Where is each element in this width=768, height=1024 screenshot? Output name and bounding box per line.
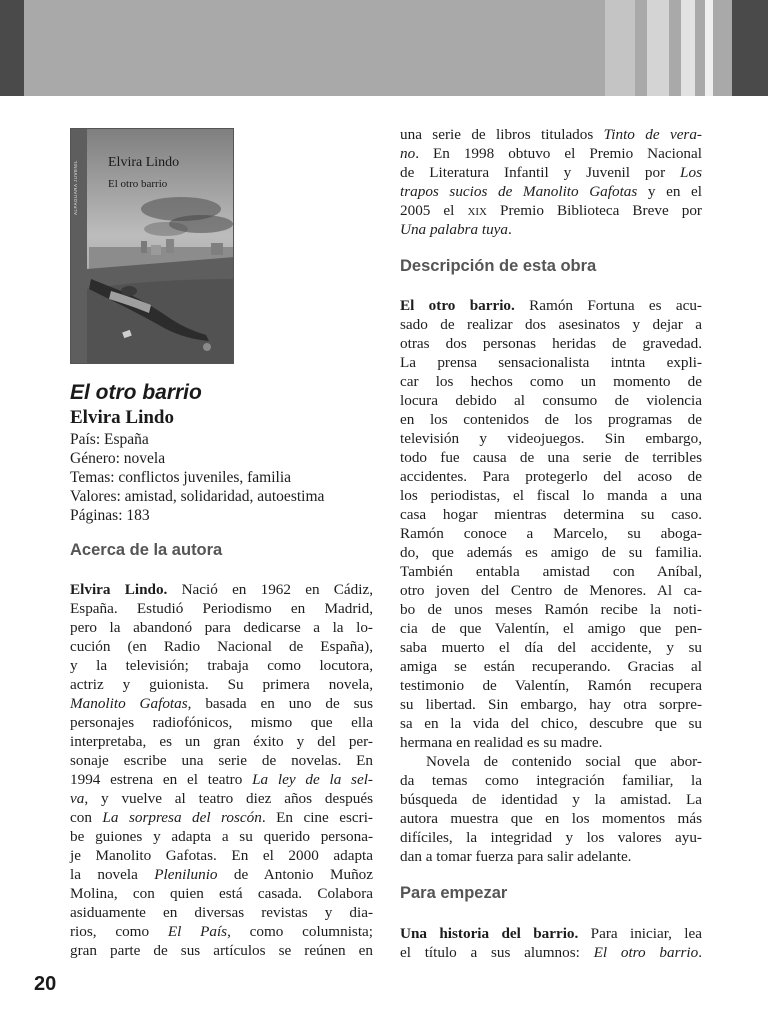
text-run: sa en la vida del chico, descubre que su (400, 715, 702, 732)
text-line (70, 618, 373, 637)
text-line (400, 657, 702, 676)
text-run: rios, como (70, 923, 168, 940)
text-run: y la televisión; trabaja como locutora, (70, 657, 373, 674)
text-line (400, 372, 702, 391)
text-run: xix (467, 202, 487, 219)
text-run: Manolito Gafotas (70, 695, 188, 712)
text-run: be guiones y adapta a su querido persona- (70, 828, 373, 845)
text-run: accidentes. Para protegerlo del acoso de (400, 468, 702, 485)
header-stripe (605, 0, 635, 96)
text-line (400, 600, 702, 619)
heading-start: Para empezar (400, 884, 508, 902)
cover-author: Elvira Lindo (108, 155, 180, 170)
text-run: . En 1998 obtuvo el Premio Nacional (415, 145, 702, 162)
text-line (400, 144, 702, 163)
text-line (400, 695, 702, 714)
text-line (70, 865, 373, 884)
text-run: car los hechos como un momento de (400, 373, 702, 390)
text-line (400, 790, 702, 809)
header-stripe (681, 0, 695, 96)
author-bio-continued (400, 125, 702, 239)
text-run: Una palabra tuya (400, 221, 508, 238)
text-line (70, 675, 373, 694)
text-run: Ramón conoce a Marcelo, su aboga- (400, 525, 702, 542)
text-run: testimonio de Valentín, Ramón recupera (400, 677, 702, 694)
header-right-block (732, 0, 768, 96)
text-run: , y vuelve al teatro diez años después (84, 790, 373, 807)
text-run: Ramón Fortuna es acu- (514, 297, 702, 314)
text-line (400, 505, 702, 524)
text-line (400, 847, 702, 866)
text-line (70, 922, 373, 941)
text-line (400, 391, 702, 410)
text-line (400, 619, 702, 638)
text-line (400, 296, 702, 315)
text-run: actriz y guionista. Su primera novela, (70, 676, 373, 693)
text-line (400, 733, 702, 752)
text-run: España. Estudió Periodismo en Madrid, (70, 600, 373, 617)
text-line (70, 827, 373, 846)
text-run: en los contenidos de los programas de (400, 411, 702, 428)
heading-about-author: Acerca de la autora (70, 541, 223, 559)
meta-genre: Género: novela (70, 450, 166, 467)
text-run: Para iniciar, lea (578, 925, 702, 942)
text-run: Premio Biblioteca Breve por (487, 202, 702, 219)
text-line (400, 828, 702, 847)
text-run: búsqueda de identidad y la amistad. La (400, 791, 702, 808)
text-run: va (70, 790, 85, 807)
cover-spine-text: ALFAGUARA JUVENIL (73, 159, 78, 215)
text-line (400, 220, 702, 239)
text-run: . (698, 944, 702, 961)
text-line (70, 751, 373, 770)
book-title: El otro barrio (70, 381, 202, 404)
meta-themes: Temas: conflictos juveniles, familia (70, 469, 292, 486)
text-line (400, 752, 702, 771)
text-line (400, 486, 702, 505)
text-run: Una historia del barrio. (400, 925, 579, 942)
text-line (400, 163, 702, 182)
text-run: dan a tomar fuerza para salir adelante. (400, 848, 632, 865)
text-run: interpretaba, es un gran éxito y del per- (70, 733, 373, 750)
text-run: , como columnista; (227, 923, 374, 940)
text-line (400, 562, 702, 581)
text-line (400, 201, 702, 220)
text-line (70, 770, 373, 789)
text-run: con (70, 809, 103, 826)
text-run: Nació en 1962 en Cádiz, (181, 581, 373, 598)
text-run: el título a sus alumnos: (400, 944, 594, 961)
text-line (400, 182, 702, 201)
text-run: de Antonio Muñoz (217, 866, 373, 883)
text-run: Los (680, 164, 702, 181)
text-line (400, 315, 702, 334)
heading-description: Descripción de esta obra (400, 257, 597, 275)
book-author: Elvira Lindo (70, 407, 174, 428)
text-line (70, 713, 373, 732)
text-run: pero la abandonó para dedicarse a la lo- (70, 619, 373, 636)
text-run: los periodistas, el fiscal lo manda a una (400, 487, 702, 504)
text-line (400, 676, 702, 695)
description-text (400, 296, 702, 866)
cover-title: El otro barrio (108, 178, 168, 190)
header-stripe (705, 0, 713, 96)
text-run: La sorpresa del roscón (102, 809, 262, 826)
text-line (70, 637, 373, 656)
text-line (400, 334, 702, 353)
meta-pages: Páginas: 183 (70, 507, 150, 524)
book-meta-list (70, 430, 324, 525)
text-run: sado de realizar dos asesinatos y dejar a (400, 316, 702, 333)
text-run: otras dos personas heridas de gravedad. (400, 335, 702, 352)
text-run: una serie de libros titulados (400, 126, 604, 143)
text-run: bo de unos meses Ramón recibe la noti- (400, 601, 702, 618)
text-run: trapos sucios de Manolito Gafotas (400, 183, 638, 200)
text-run: gran parte de sus artículos se reúnen en (70, 942, 373, 959)
text-run: Plenilunio (154, 866, 218, 883)
text-line (400, 353, 702, 372)
text-run: y en el (637, 183, 702, 200)
text-line (400, 467, 702, 486)
text-line (400, 448, 702, 467)
header-stripe (647, 0, 669, 96)
text-run: da temas como integración familiar, la (400, 772, 702, 789)
text-line (70, 941, 373, 960)
text-line (400, 771, 702, 790)
page-number: 20 (34, 973, 57, 995)
text-run: sonaje escribe una serie de novelas. En (70, 752, 373, 769)
text-line (70, 846, 373, 865)
book-cover-image (70, 128, 234, 364)
text-line (400, 714, 702, 733)
text-run: 2005 el (400, 202, 468, 219)
text-run: saba muerto el día del accidente, y su (400, 639, 702, 656)
text-line (400, 943, 702, 962)
text-line (70, 694, 373, 713)
text-line (400, 543, 702, 562)
text-line (70, 599, 373, 618)
text-run: . (508, 221, 512, 238)
text-run: do, que además es amigo de su familia. (400, 544, 702, 561)
header-left-block (0, 0, 24, 96)
text-run: la novela (70, 866, 155, 883)
text-run: Novela de contenido social que abor- (426, 753, 702, 770)
text-run: También entabla amistad con Aníbal, (400, 563, 702, 580)
text-run: televisión y videojuegos. Sin embargo, (400, 430, 702, 447)
text-run: casa hogar mientras determina su caso. (400, 506, 702, 523)
text-line (400, 429, 702, 448)
text-run: personajes radiofónicos, mismo que ella (70, 714, 373, 731)
text-run: de Literatura Infantil y Juvenil por (400, 164, 681, 181)
meta-values: Valores: amistad, solidaridad, autoestima (70, 488, 325, 505)
text-line (400, 125, 702, 144)
start-text (400, 924, 702, 962)
text-run: amiga se están recuperando. Gracias al (400, 658, 702, 675)
text-run: hermana en realidad es su madre. (400, 734, 603, 751)
text-run: autora muestra que en los momentos más (400, 810, 702, 827)
meta-country: País: España (70, 431, 149, 448)
text-run: cución (en Radio Nacional de España), (70, 638, 373, 655)
text-line (70, 656, 373, 675)
text-line (70, 884, 373, 903)
text-run: El otro barrio. (400, 297, 515, 314)
text-line (400, 638, 702, 657)
text-run: Molina, con quien está casada. Colabora (70, 885, 373, 902)
text-line (400, 524, 702, 543)
text-run: . En cine escri- (261, 809, 373, 826)
text-line (70, 903, 373, 922)
text-run: je Manolito Gafotas. En el 2000 adapta (70, 847, 373, 864)
text-line (70, 580, 373, 599)
text-run: asiduamente en diversas revistas y dia- (70, 904, 373, 921)
text-run: , basada en uno de sus (187, 695, 373, 712)
text-run: La ley de la sel- (252, 771, 373, 788)
text-run: no (400, 145, 416, 162)
text-line (70, 808, 373, 827)
text-line (70, 789, 373, 808)
text-run: La prensa sensacionalista intnta expli- (400, 354, 702, 371)
text-run: El País (167, 923, 228, 940)
text-run: todo fue causa de una serie de terribles (400, 449, 702, 466)
text-run: locura debido al consumo de violencia (400, 392, 702, 409)
about-author-text (70, 580, 373, 960)
text-run: Elvira Lindo. (70, 581, 182, 598)
text-line (400, 924, 702, 943)
text-run: 1994 estrena en el teatro (70, 771, 253, 788)
text-line (400, 809, 702, 828)
text-run: difíciles, la integridad y los valores ayu- (400, 829, 702, 846)
text-run: Tinto de vera- (603, 126, 702, 143)
text-line (400, 410, 702, 429)
text-line (400, 581, 702, 600)
text-run: otro joven del Centro de Menores. Al ca- (400, 582, 702, 599)
text-run: El otro barrio (593, 944, 699, 961)
text-line (70, 732, 373, 751)
text-run: cia de que Valentín, el amigo que pen- (400, 620, 702, 637)
text-run: su libertad. Sin embargo, hay otra sorpre- (400, 696, 702, 713)
